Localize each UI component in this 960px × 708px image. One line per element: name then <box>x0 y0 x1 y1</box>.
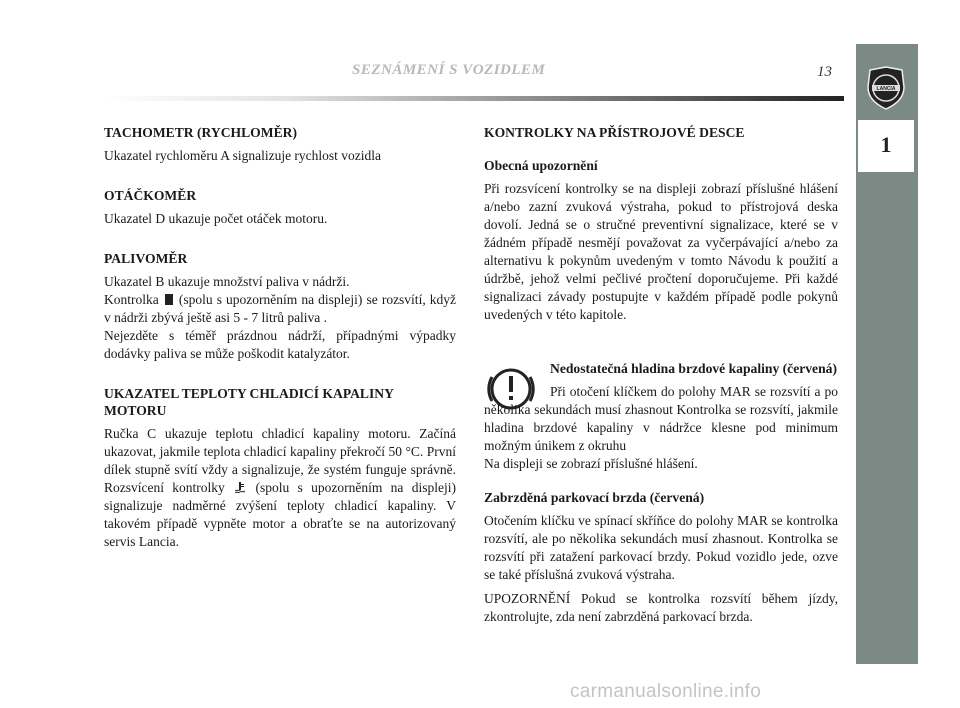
rev-text: Ukazatel D ukazuje počet otáček motoru. <box>104 211 328 226</box>
brake-fluid-title: Nedostatečná hladina brzdové kapaliny (červená) <box>550 361 837 376</box>
general-warnings-title: Obecná upozornění <box>484 158 598 173</box>
rev-title: OTÁČKOMĚR <box>104 188 197 203</box>
right-column <box>484 124 838 626</box>
fuel-text-1: Ukazatel B ukazuje množství paliva v nádrži. <box>104 274 350 289</box>
tacho-title: TACHOMETR (RYCHLOMĚR) <box>104 125 297 140</box>
warning-lights-title: KONTROLKY NA PŘÍSTROJOVÉ DESCE <box>484 125 745 140</box>
brake-fluid-text-2: Na displeji se zobrazí příslušné hlášení. <box>484 456 698 471</box>
brake-warning-icon <box>484 362 538 416</box>
temp-title: UKAZATEL TEPLOTY CHLADICÍ KAPALINY MOTORU <box>104 386 394 418</box>
brake-fluid-section <box>484 360 838 473</box>
fuel-reserve-icon <box>165 294 173 305</box>
brake-fluid-text: Při otočení klíčkem do polohy MAR se rozsvítí a po několika sekundách musí zhasnout Kontrolka se rozsvítí, jakmile hladina brzdové kapaliny v nádržce klesne pod minimum možným únikem z okruhu <box>484 384 838 453</box>
tacho-text: Ukazatel rychloměru A signalizuje rychlost vozidla <box>104 148 382 163</box>
watermark: carmanualsonline.info <box>570 681 762 702</box>
fuel-text-3: Nejezděte s téměř prázdnou nádrží, případnými výpadky dodávky paliva se může poškodit katalyzátor. <box>104 328 456 361</box>
parking-brake-text: Otočením klíčku ve spínací skříňce do polohy MAR se kontrolka rozsvítí, ale po několika sekundách musí zhasnout. Kontrolka se rozsvítí při zatažení parkovací brzdy. Pokud vozidlo jede, ozve se také příslušná zvuková výstraha. <box>484 513 838 582</box>
temp-text-a: Ručka C ukazuje teplotu chladicí kapaliny motoru. Začíná ukazovat, jakmile teplota chladicí kapaliny překročí 50 °C. První dílek stupně svítí vždy a signalizuje, že systém funguje správně. Rozsvícení kontrolky <box>104 426 456 495</box>
parking-brake-title: Zabrzděná parkovací brzda (červená) <box>484 490 705 505</box>
header-title: SEZNÁMENÍ S VOZIDLEM <box>352 62 546 78</box>
left-column <box>104 124 456 551</box>
parking-brake-warning: UPOZORNĚNÍ Pokud se kontrolka rozsvítí během jízdy, zkontrolujte, zda není zabrzděná parkovací brzda. <box>484 591 838 624</box>
fuel-text-2 <box>104 291 456 327</box>
fuel-text-2a: Kontrolka <box>104 292 159 307</box>
coolant-temperature-icon <box>235 482 245 493</box>
header-rule <box>100 96 844 101</box>
fuel-text-2b: (spolu s upozorněním na displeji) se rozsvítí, když v nádrži zbývá ještě asi 5 - 7 litrů paliva . <box>104 292 457 325</box>
lancia-logo-icon <box>858 63 914 113</box>
general-warnings-text: Při rozsvícení kontrolky se na displeji zobrazí příslušné hlášení a/nebo zazní zvuková výstraha, pokud to přístrojová deska dovolí. Jedná se o stručné preventivní signalizace, které se v žádném případě nesmějí považovat za vyčerpávající a/nebo za alternativu k pokynům uvedeným v tomto Návodu k použití a údržbě, jehož velmi pečlivé pročtení doporučujeme. Při každé signalizaci závady postupujte v každém případě podle pokynů uvedených v této kapitole. <box>484 181 838 322</box>
chapter-tab[interactable] <box>858 120 914 172</box>
fuel-title: PALIVOMĚR <box>104 251 188 266</box>
lancia-logo-text: LANCIA <box>876 86 896 92</box>
temp-text-b: (spolu s upozorněním na displeji) signalizuje nadměrné zvýšení teploty chladicí kapaliny. V takovém případě vypněte motor a obraťte se na autorizovaný servis Lancia. <box>104 480 456 549</box>
temp-text <box>104 425 456 551</box>
page-number: 13 <box>817 64 832 80</box>
chapter-number: 1 <box>880 132 892 157</box>
